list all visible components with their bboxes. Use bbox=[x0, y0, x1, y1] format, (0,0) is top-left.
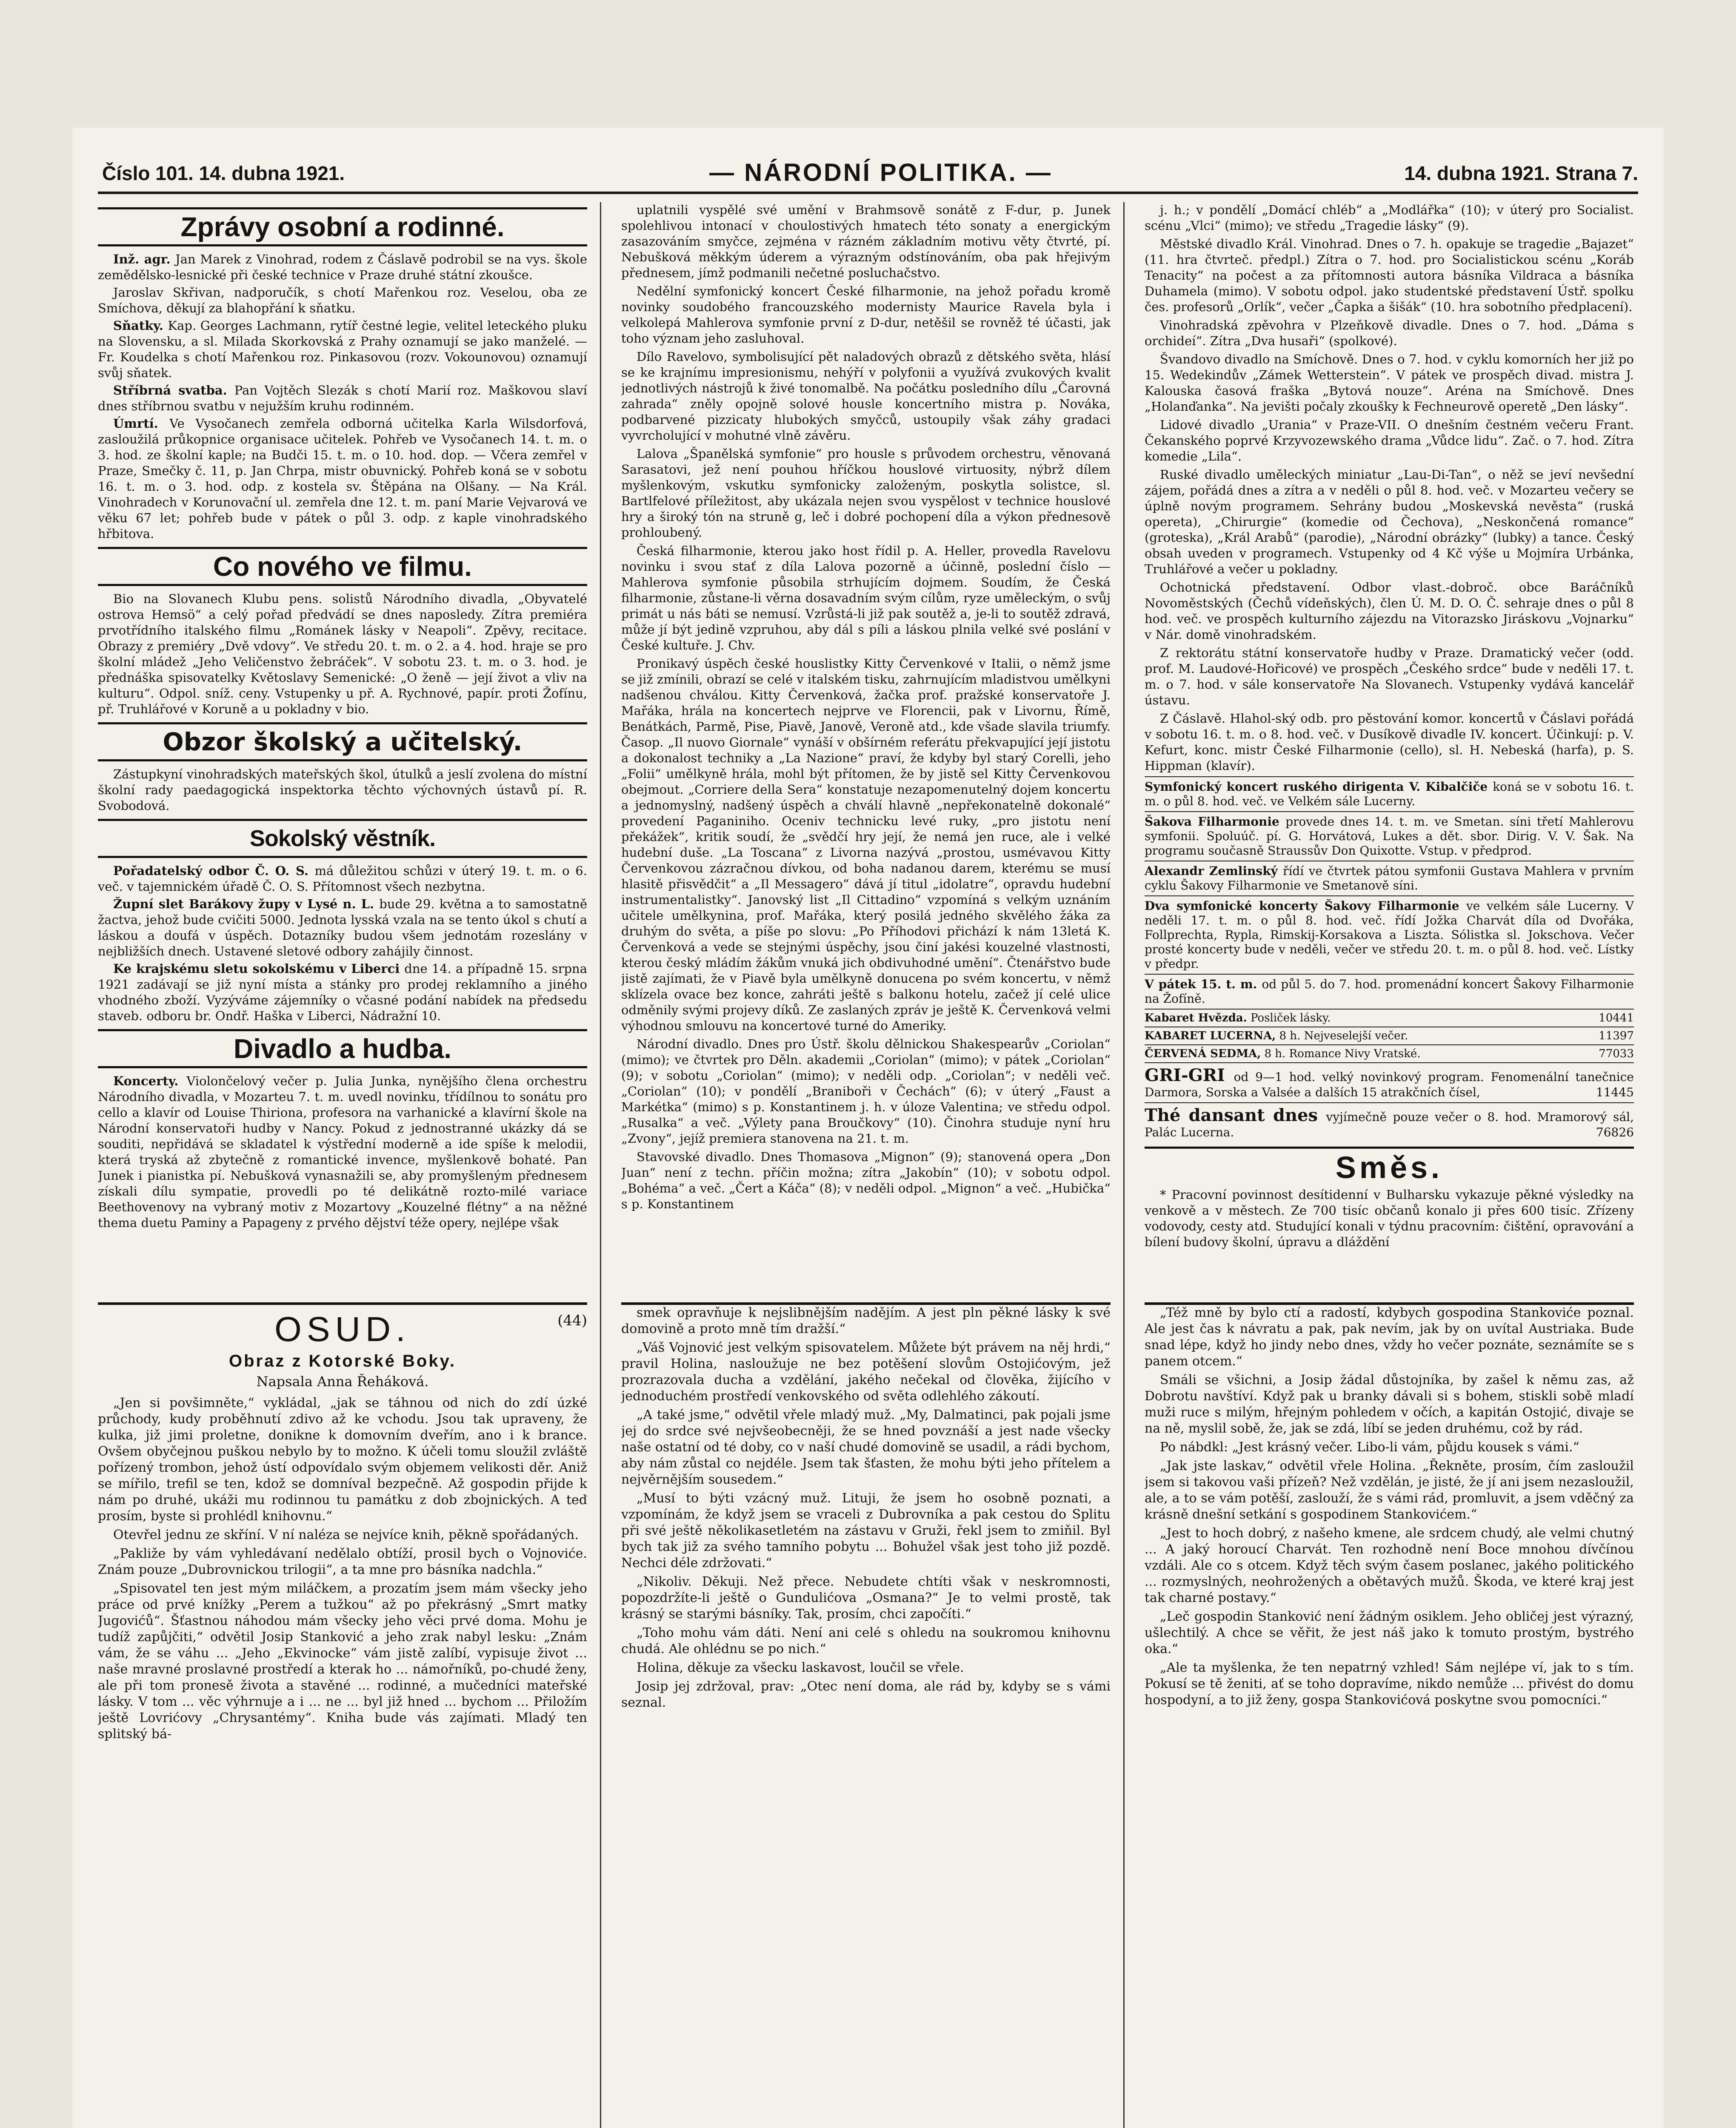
personal-item bbox=[98, 285, 587, 316]
section-title-film: Co nového ve filmu. bbox=[98, 547, 587, 586]
sokol-news bbox=[98, 863, 587, 1024]
personal-item-text: Pan Vojtěch Slezák s chotí Marií roz. Maškovou slaví dnes stříbrnou svatbu v nejužším kruhu rodinném. bbox=[98, 383, 587, 413]
serial-paragraph: Holina, děkuje za všecku laskavost, loučil se vřele. bbox=[637, 1660, 964, 1675]
cabaret-ad-desc: 8 h. Romance Nivy Vratské. bbox=[1261, 1047, 1421, 1060]
dance-ad bbox=[1145, 1062, 1634, 1102]
article-paragraph: Lalova „Španělská symfonie“ pro housle s průvodem orchestru, věnovaná Sarasatovi, jež není pouhou hříčkou houslové virtuosity, nýbrž dílem myšlenkovým, vskutku symfonicky založeným, poskytla solistce, sl. Bartlfelové příležitost, aby ukázala nejen svou vyspělost v technice houslové hry a široký tón na struně g, leč i dobré pochopení díla a výkon přednesově prohloubený. bbox=[621, 446, 1111, 540]
concert-notice-title: Alexandr Zemlinský bbox=[1145, 864, 1283, 878]
personal-item bbox=[98, 318, 587, 381]
sokol-item-text: bude 29. května a to samostatně žactva, jehož bude cvičiti 5000. Jednota lysská vzala na se tento úkol s chutí a láskou a doufá v úspěch. Dotazníky budou všem jednotám rozeslány v nejbližších dnech. Ustavené sletové odbory zahájily činnost. bbox=[98, 897, 587, 958]
cabaret-ad bbox=[1145, 1027, 1634, 1044]
personal-item bbox=[98, 383, 587, 414]
article-paragraph: Nedělní symfonický koncert České filharmonie, na jehož pořadu kromě novinky soudobého francouzského modernisty Maurice Ravela byla i velkolepá Mahlerova symfonie první z D-dur, netěšil se rovněž té účasti, jak toho význam jeho zasluhoval. bbox=[621, 284, 1111, 346]
serial-paragraph: smek opravňuje k nejslibnějším nadějím. A jest pln pěkné lásky k své domovině a proto mně tím dražší.“ bbox=[621, 1305, 1111, 1336]
serial-paragraph: „Spisovatel ten jest mým miláčkem, a prozatím jsem mám všecky jeho práce od prvé knížky „Perem a tužkou“ až po překrásný „Smrt matky Jugovićů“. Šťastnou náhodou mám všecky jeho věci prvé doma. Mohu je tudíž zapůjčiti,“ odvětil Josip Stanković a jeho zrak nabyl lesku: „Znám vám, že se váhu ... „Jeho „Ekvinocke“ vám jistě zalíbí, vypisuje život ... naše mravné proslavné prostředí a kterak ho ... námořníků, po-chudé ženy, ale při tom pronesě života a stavěné ... rodinné, a mučedníci mateřské lásky. V tom ... věc výhrnuje a i ... ne ... byl již hned ... bychom ... Přiložím ještě Lovrićovy „Chrysantémy“. Kniha bude vás zajímati. Mladý ten splitský bá- bbox=[98, 1581, 587, 1742]
section-title-school: Obzor školský a učitelský. bbox=[98, 722, 587, 761]
article-paragraph: Národní divadlo. Dnes pro Ústř. školu dělnickou Shakespearův „Coriolan“ (mimo); ve čtvrtek pro Děln. akademii „Coriolan“ (mimo); v pátek „Coriolan“ (9); v sobotu „Coriolan“ (mimo); v neděli odp. „Coriolan“; v neděli več. „Coriolan“ (10); v pondělí „Braniboři v Čechách“ (6); v úterý „Faust a Markétka“ (mimo) s p. Konstantinem j. h. v úloze Valentina; ve středu odpol. „Rusalka“ a več. „Výlety pana Broučkovy“ (10). Činohra studuje nyní hru „Zvony“, jejíž premiera stanovena na 21. t. m. bbox=[621, 1037, 1111, 1146]
cabaret-ad-text bbox=[1145, 1047, 1421, 1061]
serial-column-2 bbox=[621, 1302, 1111, 2128]
listing-paragraph: Ruské divadlo uměleckých miniatur „Lau-Di-Tan“, o něž se jeví nevšední zájem, pořádá dnes a zítra a v neděli o půl 8. hod. več. v Mozarteu večery se úplně novým programem. Sehrány budou „Moskevská nevěsta“ (ruská opereta), „Chirurgie“ (komedie od Čechova), „Neskončená romance“ (groteska), „Král Arabů“ (parodie), „Národní obrázky“ (lubky) a tance. Český obsah uveden v programech. Vstupenky od 4 Kč výše u Mojmíra Urbánka, Truhlářové a večer u pokladny. bbox=[1145, 467, 1634, 576]
serial-paragraph: „Též mně by bylo ctí a radostí, kdybych gospodina Stankoviće poznal. Ale jest čas k návratu a pak, pak nevím, jak by on uvítal Austriaka. Bude snad lépe, když ho jindy nebo dnes, vždy ho večer poznáte, seznámíte se s panem otcem.“ bbox=[1145, 1305, 1634, 1369]
concert-notice-title: Dva symfonické koncerty Šakovy Filharmonie bbox=[1145, 899, 1466, 913]
serial-text bbox=[98, 1395, 587, 1742]
cabaret-ad-number: 10441 bbox=[1599, 1012, 1634, 1024]
sokol-item bbox=[98, 896, 587, 959]
serial-paragraph: „Pakliže by vám vyhledávaní nedělalo obtíží, prosil bych o Vojnoviće. Znám pouze „Dubrovnickou trilogii“, a ta mne pro básníka nadchla.“ bbox=[98, 1546, 587, 1577]
cabaret-ad-desc: Posliček lásky. bbox=[1247, 1012, 1331, 1024]
personal-item-keyword: Sňatky. bbox=[113, 318, 168, 333]
theatre-music-news bbox=[98, 1073, 587, 1231]
masthead: — NÁRODNÍ POLITIKA. — bbox=[709, 159, 1052, 186]
concert-notice bbox=[1145, 776, 1634, 811]
personal-item-text: Ve Vysočanech zemřela odborná učitelka Karla Wilsdorfová, zasloužilá průkopnice organisace učitelek. Pohřeb ve Vysočanech 14. t. m. o 3. hod. ze školní kaple; na Budči 15. t. m. o 10. hod. dop. — Včera zemřel v Praze, Smečky č. 11, p. Jan Chrpa, mistr obuvnický. Pohřeb koná se v sobotu 16. t. m. o 3. hod. odp. z kostela sv. Štěpána na Olšany. — Na Král. Vinohradech v Korunovační ul. zemřela dne 12. t. m. paní Marie Vejvarová ve věku 67 let; pohřeb bude v pátek o půl 3. odp. z kaple vinohradského hřbitova. bbox=[98, 416, 587, 541]
film-article: Bio na Slovanech Klubu pens. solistů Národního divadla, „Obyvatelé ostrova Hemsö“ a celý pořad předvádí se dnes naposledy. Zítra premiéra prvotřídního italského filmu „Románek lásky v Neapoli“. Zpěvy, recitace. Obrazy z premiéry „Dvě vdovy“. Ve středu 20. t. m. o 2. a 4. hod. hraje se pro školní mládež „Jeho Veličenstvo žebráček“. V sobotu 23. t. m. o 3. hod. je přednáška spisovatelky Květoslavy Semenické: „O ženě — její život a vliv na kulturu“. Odpol. sníž. ceny. Vstupenky u př. A. Rychnové, papír. proti Žofínu, př. Truhlářové v Koruně a u pokladny v bio. bbox=[98, 592, 587, 716]
concert-notice bbox=[1145, 974, 1634, 1009]
listing-paragraph: Ochotnická představení. Odbor vlast.-dobroč. obce Baráčníků Novoměstských (Čechů vídeňských), člen Ú. M. D. O. Č. sehraje dnes o půl 8 hod. več. ve prospěch kulturního zájezdu na Vitorazsko Jiráskovu „Vojnarku“ v Nár. domě vinohradském. bbox=[1145, 580, 1634, 642]
personal-item bbox=[98, 416, 587, 542]
listing-paragraph: Švandovo divadlo na Smíchově. Dnes o 7. hod. v cyklu komorních her již po 15. Wedekindův „Zámek Wetterstein“. V pátek ve prospěch divad. mistra J. Kalouska časová fraška „Bytová nouze“. Aréna na Smíchově. Dnes „Holanďanka“. Na jevišti počaly zkoušky k Fechneurově operetě „Den lásky“. bbox=[1145, 352, 1634, 414]
concert-notices bbox=[1145, 776, 1634, 1009]
serial-column-3 bbox=[1145, 1302, 1634, 2128]
concert-notice-text: provede dnes 14. t. m. ve Smetan. síni třetí Mahlerovu symfonii. Spoluúč. pí. G. Horvátová, Lukes a dět. sbor. Dirig. V. V. Šak. Na programu současně Straussův Don Quixotte. Vstup. v předprod. bbox=[1145, 815, 1634, 858]
section-title-personal: Zprávy osobní a rodinné. bbox=[98, 207, 587, 246]
concert-notice-text: koná se v sobotu 16. t. m. o půl 8. hod. več. ve Velkém sále Lucerny. bbox=[1145, 780, 1634, 808]
sokol-item-text: má důležitou schůzi v úterý 19. t. m. o 6. več. v tajemnickém úřadě Č. O. S. Přítomnost všech nezbytna. bbox=[98, 864, 587, 894]
page-header bbox=[72, 149, 1664, 196]
article-paragraph: Dílo Ravelovo, symbolisující pět naladových obrazů z dětského světa, hlásí se ke krajnímu impresionismu, nehýří v polyfonii a využívá zvukových kvalit jednotlivých nástrojů k živé tonomalbě. Na počátku posledního dílu „Čarovná zahrada“ zněly opojně solové housle koncertního mistra p. Nováka, podbarvené pizzicaty hlubokých smyčců, ustoupily však záhy gradaci vyvrcholující v mohutné vlně závěru. bbox=[621, 349, 1111, 443]
column-1 bbox=[98, 202, 587, 1292]
serial-paragraph: „Musí to býti vzácný muž. Lituji, že jsem ho osobně poznati, a vzpomínám, že když jsem se vraceli z Dubrovníka a pak cestou do Splitu při své ještě několikasetletém na zástavu v Gruži, řekl jsem to zmiňil. Byl bych tak již za svého tamního pobytu ... Bohužel však jest toho již pozdě. Nechci déle zdržovati.“ bbox=[621, 1491, 1111, 1570]
personal-item-text: Jan Marek z Vinohrad, rodem z Čáslavě podrobil se na vys. škole zemědělsko-lesnické při české technice v Praze druhé státní zkoušce. bbox=[98, 252, 587, 282]
serial-paragraph: „Nikoliv. Děkuji. Než přece. Nebudete chtíti však v neskromnosti, popozdržíte-li ještě o Gundulićova „Osmana?“ Je to velmi prostě, tak krásný se starými básníky. Tak, prosím, chci započíti.“ bbox=[621, 1574, 1111, 1622]
sokol-item-keyword: Ke krajskému sletu sokolskému v Liberci bbox=[113, 961, 405, 976]
cabaret-ad-name: Kabaret Hvězda. bbox=[1145, 1012, 1247, 1024]
serial-paragraph: „Leč gospodin Stanković není žádným osiklem. Jeho obličej jest výrazný, ušlechtilý. A chce se věřit, že jest náš jako k tomuto prostým, bystrého oka.“ bbox=[1145, 1609, 1634, 1656]
concert-notice-title: Šakova Filharmonie bbox=[1145, 815, 1286, 829]
concert-notice-title: V pátek 15. t. m. bbox=[1145, 977, 1262, 991]
personal-news bbox=[98, 252, 587, 542]
serial-header bbox=[98, 1302, 587, 1391]
listing-paragraph: Vinohradská zpěvohra v Plzeňkově divadle. Dnes o 7. hod. „Dáma s orchideí“. Zítra „Dva husaři“ (spolkové). bbox=[1145, 318, 1634, 348]
serial-paragraph: „A také jsme,“ odvětil vřele mladý muž. „My, Dalmatinci, pak pojali jsme jej do srdce své nejvšeobecněji, že se hned povznáší a jest nade všecky naše ostatní od té doby, co v naší chudé domovině se usadil, a rádi bychom, aby nám zůstal co nejdéle. Jsem tak šťasten, že mohu býti jeho přítelem a nejvěrnějším sousedem.“ bbox=[621, 1407, 1111, 1487]
article-paragraph: Česká filharmonie, kterou jako host řídil p. A. Heller, provedla Ravelovu novinku i svou stať z díla Lalova pozorně a účinně, poslední číslo — Mahlerova symfonie působila strhujícím dojmem. Soudím, že Česká filharmonie, zůstane-li věrna dosavadním svým cílům, ryze uměleckým, o svůj primát u nás báti se nemusí. Vzrůstá-li již pak soutěž a, je-li to soutěž zdravá, může jí být jedině vzpruhou, aby dál s píli a láskou plnila velké své poslání v České kultuře. J. Chv. bbox=[621, 543, 1111, 652]
personal-item-keyword: Úmrtí. bbox=[113, 416, 170, 431]
cabaret-ad-name: ČERVENÁ SEDMA, bbox=[1145, 1047, 1261, 1060]
personal-item-text: Jaroslav Skřivan, nadporučík, s chotí Mařenkou roz. Veselou, oba ze Smíchova, děkují za blahopřání k sňatku. bbox=[98, 285, 587, 315]
concert-notice bbox=[1145, 895, 1634, 974]
concert-notice bbox=[1145, 861, 1634, 895]
theatre-listings bbox=[1145, 202, 1634, 774]
serial-title: OSUD. bbox=[274, 1310, 411, 1349]
personal-item-keyword: Inž. agr. bbox=[113, 252, 176, 266]
dance-ad-lead: Thé dansant dnes bbox=[1145, 1105, 1326, 1125]
sokol-item-text: dne 14. a případně 15. srpna 1921 zadávají se již nyní místa a stánky pro prodej reklamního a jiného vhodného zboží. Vyzýváme zájemníky o včasné podání nabídek na předsedu staveb. odboru br. Ondř. Haška v Liberci, Nádražní 10. bbox=[98, 961, 587, 1023]
concert-notice-title: Symfonický koncert ruského dirigenta V. Kibalčiče bbox=[1145, 780, 1493, 794]
dance-ad-text: od 9—1 hod. velký novinkový program. Fenomenální tanečnice Darmora, Sorska a Valsée a dalších 15 atrakčních čísel, bbox=[1145, 1070, 1634, 1099]
serial-paragraph: „Toho mohu vám dáti. Není ani celé s ohledu na soukromou knihovnu chudá. Ale ohlédnu se po nich.“ bbox=[621, 1625, 1111, 1656]
serial-author: Napsala Anna Řeháková. bbox=[256, 1373, 429, 1390]
music-item-keyword: Koncerty. bbox=[113, 1074, 187, 1088]
cabaret-ad-text bbox=[1145, 1011, 1331, 1025]
article-paragraph: Stavovské divadlo. Dnes Thomasova „Mignon“ (9); stanovená opera „Don Juan“ není z techn. příčin možna; zítra „Jakobín“ (10); v sobotu odpol. „Bohéma“ a več. „Čert a Káča“ (8); v neděli odpol. „Mignon“ a več. „Hubička“ s p. Konstantinem bbox=[621, 1150, 1111, 1211]
concert-notice bbox=[1145, 811, 1634, 861]
serial-paragraph: Po nábdkl: „Jest krásný večer. Libo-li vám, půjdu kousek s vámi.“ bbox=[1160, 1440, 1579, 1455]
dance-ad-number: 76826 bbox=[1596, 1125, 1634, 1139]
concert-notice-text: řídí ve čtvrtek pátou symfonii Gustava Mahlera v prvním cyklu Šakovy Filharmonie ve Smetanově síni. bbox=[1145, 864, 1634, 892]
dance-ads bbox=[1145, 1062, 1634, 1142]
header-rule bbox=[98, 192, 1638, 194]
sokol-item bbox=[98, 863, 587, 895]
cabaret-ad-number: 11397 bbox=[1599, 1030, 1634, 1042]
serial-paragraph: Smáli se všichni, a Josip žádal důstojníka, by zašel k němu zas, až Dobrotu navštíví. Když pak u branky dávali si s bohem, stiskli sobě mladí muži ruce s milým, hřejným pohledem v očích, a kapitán Ostojić, divaje se na ně, myslil sobě, že, jak se zdá, líbí se jeden druhému, což by rád. bbox=[1145, 1373, 1634, 1436]
issue-number: Číslo 101. 14. dubna 1921. bbox=[102, 162, 345, 184]
cabaret-ad bbox=[1145, 1009, 1634, 1027]
serial-paragraph: Josip jej zdržoval, prav: „Otec není doma, ale rád by, kdyby se s vámi seznal. bbox=[621, 1679, 1111, 1710]
listing-paragraph: j. h.; v pondělí „Domácí chléb“ a „Modlářka“ (10); v úterý pro Socialist. scénu „Vlci“ (mimo); ve středu „Tragedie lásky“ (9). bbox=[1145, 203, 1634, 233]
article-paragraph: Pronikavý úspěch české houslistky Kitty Červenkové v Italii, o němž jsme se již zmínili, obrazí se celé v italském tisku, zahrnujícím mladistvou umělkyni nadšenou chválou. Kitty Červenková, žačka prof. pražské konservatoře J. Mařáka, hrála na koncertech nejprve ve Florencii, pak v Livornu, Římě, Benátkách, Parmě, Pise, Piavě, Janově, Veroně atd., kde všade slavila triumfy. Časop. „Il nuovo Giornale“ vynáší v obšírném referátu překvapující její jistotu a dokonalost techniky a „La Nazione“ praví, že kdyby byl starý Corelli, jeho „Folii“ umělkyně hrála, mohl být přítomen, že by jistě sel Kitty Červenkovou obejmout. „Corriere della Sera“ konstatuje nezapomenutelný dojem koncertu a jednomyslný, nadšený úspěch a chválí hlavně „nepřekonatelně dokonalé“ provedení Paganiniho. Oceniv technicku levé ruky, „pro jistotu není překážek“, kritik soudí, že „svědčí hry její, že nemá jen ruce, ale i velké hudební duše. „La Toscana“ z Livorna nazývá „prostou, usmévavou Kitty Červenkovou zázračnou dívkou, od boha nadanou darem, kterému se musí hlasitě přisvědčit“ a „Il Messagero“ dává jí titul „idolatre“, opravdu hudební instrumentalistky“. Janovský list „Il Cittadino“ vzpomíná s velkým uznáním učitele umělkynina, prof. Mařáka, který posilá jedného skvělého žáka za druhým do světa, a píše po slovu: „Po Příhodovi přichází k nám 13letá K. Červenková a vede se stejnými úspěchy, jsou činí jakési kouzelné vlastnosti, kterou český mládím žákům vnuká jich obdivuhodné umění“. Čtenářstvo bude jistě zajímati, že v Piavě byla umělkyně donucena po svém koncertu, v němž sklízela ovace bez konce, zahráti ještě s balkonu hotelu, začež jí celé ulice odměnily svými projevy díků. Ze zaslaných zpráv je ještě K. Červenková velmi výhodnou smlouvu na koncertové turné do Ameriky. bbox=[621, 656, 1111, 1033]
serial-column-1 bbox=[98, 1302, 587, 2128]
dance-ad-lead: GRI-GRI bbox=[1145, 1065, 1234, 1085]
column-divider-1 bbox=[600, 202, 601, 2128]
miscellany-article: * Pracovní povinnost desítidenní v Bulharsku vykazuje pěkné výsledky na venkově a v městech. Ze 700 tisíc občanů konalo ji přes 600 tisíc. Zřízeny vodovody, cesty atd. Studující konali v týdnu pracovním: čištění, opravování a bílení budovy školní, úpravu a dláždění bbox=[1145, 1187, 1634, 1249]
cabaret-ad-number: 77033 bbox=[1599, 1047, 1634, 1060]
dance-ad-text: vyjímečně pouze večer o 8. hod. Mramorový sál, Palác Lucerna. bbox=[1145, 1110, 1634, 1139]
serial-paragraph: Otevřel jednu ze skříní. V ní naléza se nejvíce knih, pěkně spořádaných. bbox=[113, 1527, 579, 1542]
column-3 bbox=[1145, 202, 1634, 1292]
column-divider-2 bbox=[1123, 202, 1125, 2128]
cabaret-ad-text bbox=[1145, 1029, 1408, 1043]
newspaper-page bbox=[72, 128, 1664, 2128]
music-item bbox=[98, 1073, 587, 1231]
section-title-sokol: Sokolský věstník. bbox=[98, 819, 587, 858]
school-article: Zástupkyní vinohradských mateřských škol, útulků a jeslí zvolena do místní školní rady paedagogická inspektorka těchto výchovných ústavů pí. R. Svobodová. bbox=[98, 767, 587, 813]
article-paragraph: uplatnili vyspělé své umění v Brahmsově sonátě z F-dur, p. Junek spolehlivou intonací v choulostivých hmatech této sonaty a energickým zasazováním smyčce, zejména v rázném základním motivu věty čtvrté, pí. Nebušková měkkým úderem a výrazným odstínováním, oba pak hřejivým přednesem, jímž podmanili nečetné posluchačstvo. bbox=[621, 203, 1111, 280]
sokol-item bbox=[98, 961, 587, 1024]
personal-item-keyword: Stříbrná svatba. bbox=[113, 383, 234, 398]
personal-item bbox=[98, 252, 587, 283]
serial-paragraph: „Ale ta myšlenka, že ten nepatrný vzhled! Sám nejlépe ví, jak to s tím. Pokusí se tě ženiti, ať se toho dopravíme, nikdo nemůže ... přivést do domu hospodyní, a to již ženy, gospa Stankovićová poskytne svou pomocníci.“ bbox=[1145, 1660, 1634, 1708]
cabaret-ads bbox=[1145, 1009, 1634, 1062]
listing-paragraph: Z Čáslavě. Hlahol-ský odb. pro pěstování komor. koncertů v Čáslavi pořádá v sobotu 16. t. m. o 8. hod. več. v Dusíkově divadle IV. koncert. Účinkují: p. V. Kefurt, konc. mistr České Filharmonie (cello), sl. H. Nebeská (harfa), p. S. Hippman (klavír). bbox=[1145, 711, 1634, 773]
serial-subtitle: Obraz z Kotorské Boky. bbox=[228, 1352, 457, 1370]
section-title-miscellany: Směs. bbox=[1145, 1147, 1634, 1187]
column-2 bbox=[621, 202, 1111, 1292]
serial-paragraph: „Jen si povšimněte,“ vykládal, „jak se táhnou od nich do zdí úzké průchody, kudy proběhnutí zdivo až ke vchodu. Jsou tak upraveny, že kulka, již jimi proletne, donikne k domovním dveřím, ano i k brance. Ovšem obyčejnou puškou nebylo by to možno. K účeli tomu sloužil zvláště pořízený trombon, jehož ústí odpovídalo svým objemem velikosti děr. Aniž se mířilo, trefil se ten, kdož se domníval bezpečně. Až gospodin přijde k nám po druhé, ukáži mu rodinnou tu památku z dob zbojnických. A teď prosím, byste si prohlédl knihovnu.“ bbox=[98, 1396, 587, 1524]
cabaret-ad-name: KABARET LUCERNA, bbox=[1145, 1030, 1276, 1042]
cabaret-ad bbox=[1145, 1044, 1634, 1062]
listing-paragraph: Lidové divadlo „Urania“ v Praze-VII. O dnešním čestném večeru Frant. Čekanského poprvé Krzyvozewského drama „Vůdce lidu“. Zač. o 7. hod. Zítra komedie „Lila“. bbox=[1145, 418, 1634, 463]
personal-item-text: Kap. Georges Lachmann, rytíř čestné legie, velitel leteckého pluku na Slovensku, a sl. Milada Skorkovská z Prahy oznamují se jako manželé. — Fr. Koudelka s chotí Mařenkou roz. Pinkasovou (rozv. Vokounovou) oznamují svůj sňatek. bbox=[98, 318, 587, 380]
concert-notice-text: od půl 5. do 7. hod. promenádní koncert Šakovy Filharmonie na Žofíně. bbox=[1145, 977, 1634, 1006]
serial-paragraph: „Jest to hoch dobrý, z našeho kmene, ale srdcem chudý, ale velmi chutný ... A jaký horoucí Charvát. Ten rozhodně není Boce mnohou dívčínou vzdáli. Ale co s otcem. Když těch svým časem poslanec, jakého politického ... rozmyslných, neohrožených a obětavých mužů. Škoda, ve které kraj jest tak charné postavy.“ bbox=[1145, 1526, 1634, 1605]
serial-number: (44) bbox=[557, 1312, 587, 1329]
sokol-item-keyword: Pořadatelský odbor Č. O. S. bbox=[113, 864, 315, 878]
listing-paragraph: Městské divadlo Král. Vinohrad. Dnes o 7. h. opakuje se tragedie „Bajazet“ (11. hra čtvrteč. předpl.) Zítra o 7. hod. pro Socialistickou scénu „Koráb Tenacity“ na počest a za přítomnosti autora básníka Vildraca a básníka Duhamela (mimo). V sobotu odpol. jako studentské představení Ústř. spolku čes. profesorů „Orlík“, večer „Čapka a šišák“ (10. hra sobotního předplacení). bbox=[1145, 237, 1634, 314]
page-number: 14. dubna 1921. Strana 7. bbox=[1404, 162, 1638, 184]
listing-paragraph: Z rektorátu státní konservatoře hudby v Praze. Dramatický večer (odd. prof. M. Laudové-Hořicové) ve prospěch „Českého srdce“ bude v neděli 17. t. m. o 7. hod. v sále konservatoře Na Slovanech. Vstupenky vydává kancelář ústavu. bbox=[1145, 646, 1634, 707]
concert-notice-text: ve velkém sále Lucerny. V neděli 17. t. m. o půl 8. hod. več. řídí Jožka Charvát díla od Dvořáka, Follprechta, Rypla, Rimskij-Korsakova a Liszta. Sólistka sl. Jokschova. Večer prosté koncerty bude v neděli, večer ve středu 20. t. m. o půl 8. hod. več. Lístky v předpr. bbox=[1145, 899, 1634, 971]
dance-ad bbox=[1145, 1102, 1634, 1142]
dance-ad-number: 11445 bbox=[1596, 1085, 1634, 1099]
sokol-item-keyword: Župní slet Barákovy župy v Lysé n. L. bbox=[113, 897, 380, 911]
music-item-text: Violončelový večer p. Julia Junka, nynějšího člena orchestru Národního divadla, v Mozarteu 7. t. m. uvedl novinku, třídílnou to sonátu pro cello a klavír od Louise Thiriona, profesora na varhanické a klavírní škole na Národní konservatoři hudby v Nancy. Pokud z jednostranné ukázky dá se souditi, nepřidává se skladatel k výstřední moderně a ide spíše k melodii, která tryská až zbytečně z romantické invence, myšlenkově bohaté. Pan Junek i pianistka pí. Nebušková vynasnažili se, aby promyšleným přednesem získali dílu sympatie, provedli po té delikátně rozto-milé variace Beethovenovy na vybraný motiv z Mozartovy „Kouzelné flétny“ a na něžné thema duetu Paminy a Papageny z prvého dějství téže opery, nejlépe však bbox=[98, 1074, 587, 1230]
cabaret-ad-desc: 8 h. Nejveselejší večer. bbox=[1276, 1030, 1408, 1042]
serial-paragraph: „Váš Vojnović jest velkým spisovatelem. Můžete být právem na něj hrdi,“ pravil Holina, nasloužuje ne bez potěšení slovům Ostojićovým, jež prozrazovala ducha a vzdělání, jakého nečekal od člověka, žijícího v jednoduchém prostředí venkovského od světa odlehlého zákoutí. bbox=[621, 1340, 1111, 1404]
serial-paragraph: „Jak jste laskav,“ odvětil vřele Holina. „Řekněte, prosím, čím zasloužil jsem si takovou vaši přízeň? Než vzdělán, je jisté, že jí ani jsem nezasloužil, ale, a to se vám potěší, zaslouží, že s vámi rád, promluvit, a jsem vděčný za krásně dnešní setkání s gospodinem Stankovićem.“ bbox=[1145, 1459, 1634, 1522]
section-title-theatre: Divadlo a hudba. bbox=[98, 1029, 587, 1068]
